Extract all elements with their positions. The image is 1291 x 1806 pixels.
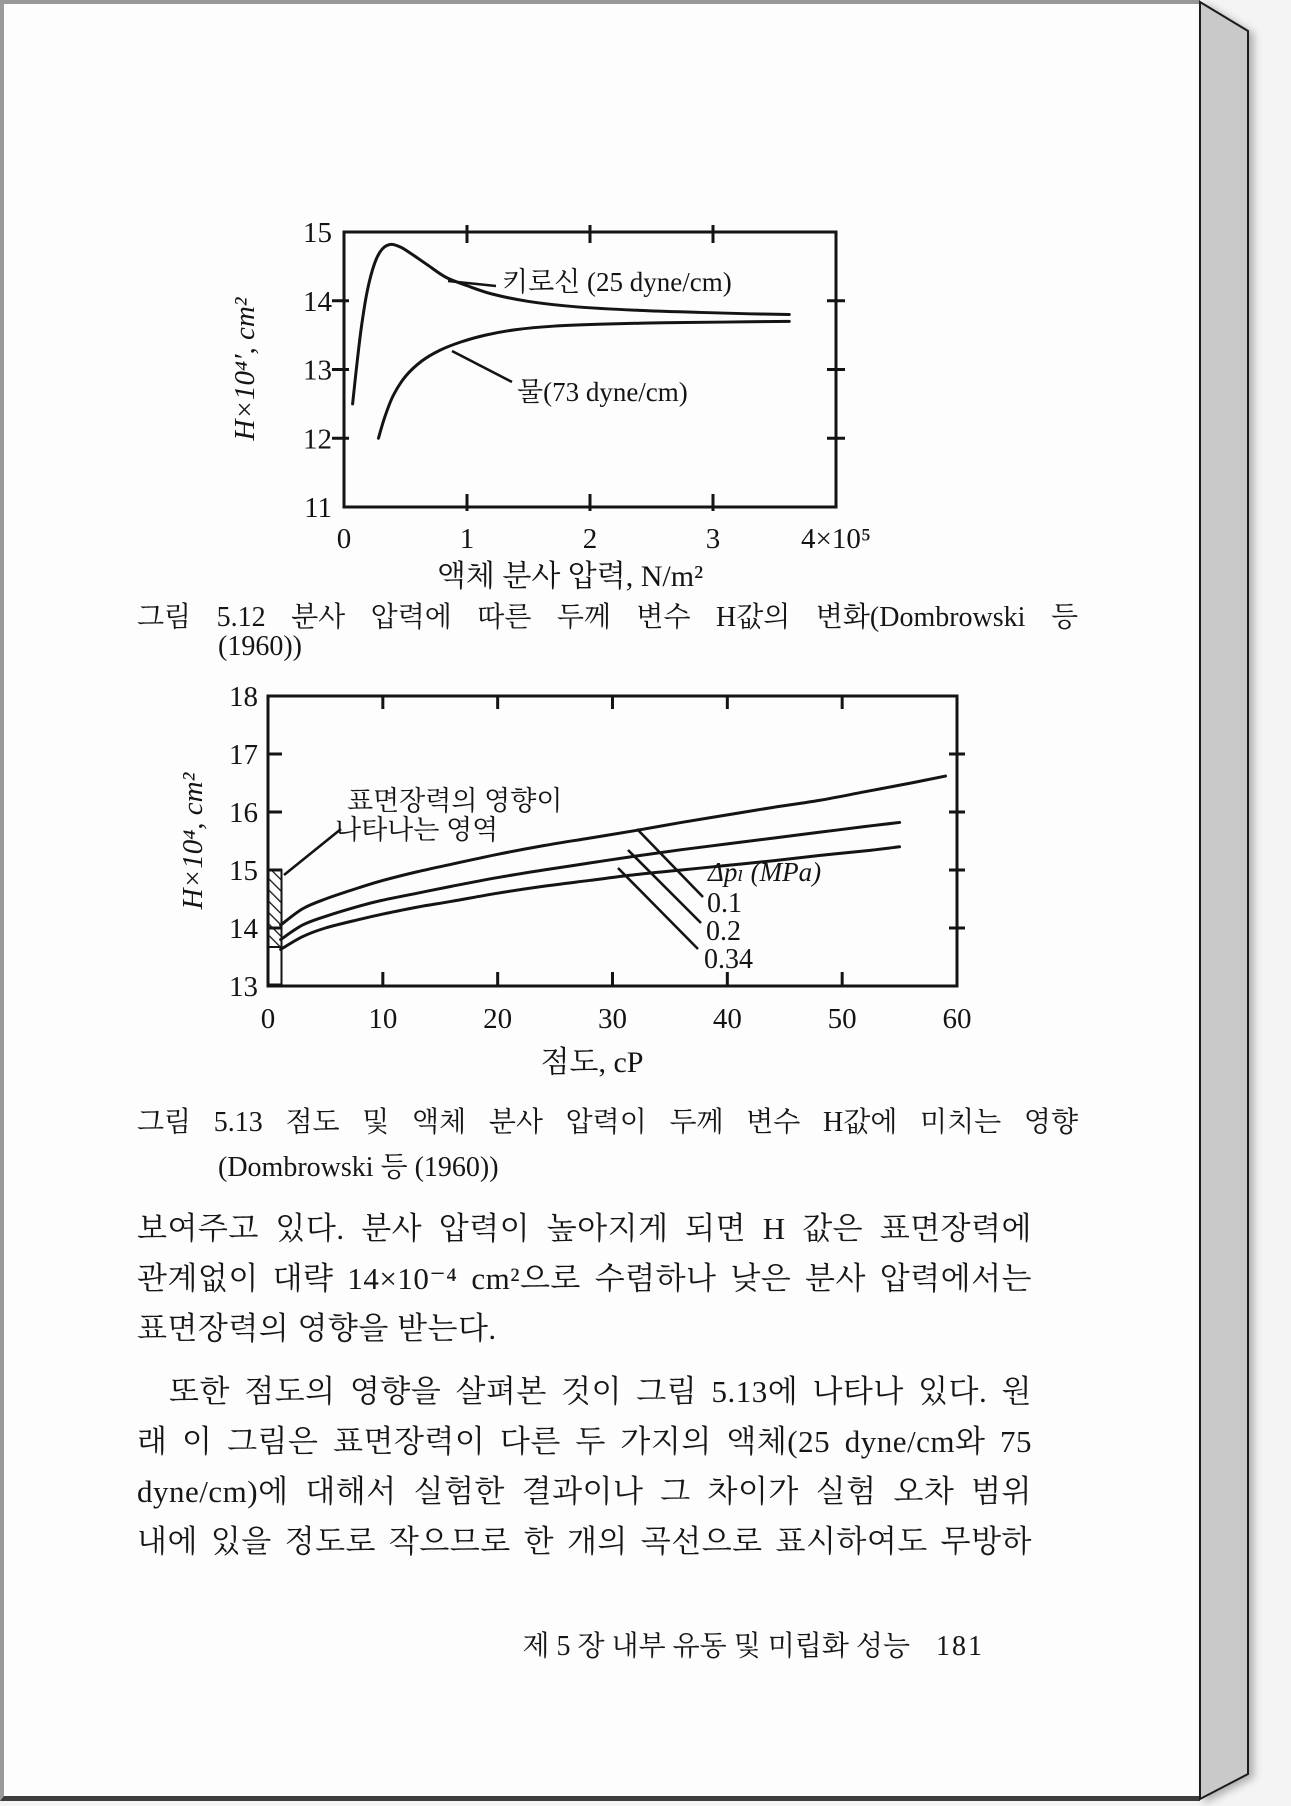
annotation-leader-line	[284, 829, 341, 875]
page-edge-3d	[1200, 2, 1248, 1799]
y-tick-label: 17	[229, 739, 258, 771]
annotation-line1: 표면장력의 영향이	[347, 786, 563, 816]
y-tick-label: 15	[229, 855, 258, 887]
fig12-caption-line2: (1960))	[218, 631, 302, 662]
x-tick-label: 40	[712, 1003, 742, 1035]
legend-label-0.34: 0.34	[704, 944, 753, 975]
x-tick-label: 10	[368, 1003, 398, 1035]
x-tick-label: 30	[598, 1003, 627, 1035]
water-leader-line	[452, 351, 512, 382]
x-tick-label: 4×10⁵	[801, 523, 871, 555]
y-tick-label: 18	[229, 681, 258, 713]
x-axis-title: 액체 분사 압력, N/m²	[436, 560, 704, 593]
surface-tension-region-bar-lower-box	[269, 947, 282, 985]
body-p2-line3: dyne/cm)에 대해서 실험한 결과이나 그 차이가 실험 오차 범위	[137, 1474, 1032, 1509]
y-tick-label: 14	[229, 913, 258, 945]
figure-5-12-chart	[229, 217, 871, 593]
page-stack-edge	[1200, 2, 1248, 1799]
body-p2-line2: 래 이 그림은 표면장력이 다른 두 가지의 액체(25 dyne/cm와 75	[137, 1424, 1032, 1459]
y-tick-label: 13	[229, 971, 258, 1003]
x-tick-label: 50	[827, 1003, 857, 1035]
x-axis-title: 점도, cP	[540, 1046, 644, 1079]
legend-title: Δpₗ (MPa)	[708, 857, 822, 887]
x-tick-label: 0	[260, 1003, 276, 1035]
x-tick-label: 3	[705, 523, 721, 555]
body-p1-line2: 관계없이 대략 14×10⁻⁴ cm²으로 수렴하나 낮은 분사 압력에서는	[137, 1261, 1032, 1296]
x-tick-label: 1	[459, 523, 475, 555]
x-tick-label: 60	[942, 1003, 972, 1035]
annotation-line2: 나타나는 영역	[335, 815, 499, 845]
legend-label-0.1: 0.1	[707, 888, 742, 919]
water-series-label: 물(73 dyne/cm)	[517, 377, 688, 407]
legend-leader-0.2	[628, 850, 701, 923]
x-tick-label: 0	[336, 523, 352, 555]
y-tick-label: 15	[303, 217, 332, 249]
surface-tension-region-bar	[269, 870, 282, 947]
y-axis-title: H×10⁴, cm²	[177, 772, 209, 910]
body-p1-line1: 보여주고 있다. 분사 압력이 높아지게 되면 H 값은 표면장력에	[137, 1211, 1032, 1246]
figure-5-13-chart	[177, 681, 972, 1079]
x-tick-label: 2	[582, 523, 598, 555]
footer-chapter-title: 제 5 장 내부 유동 및 미립화 성능	[522, 1631, 910, 1662]
x-tick-label: 20	[483, 1003, 513, 1035]
y-tick-label: 12	[303, 423, 332, 456]
kerosene-series-label: 키로신 (25 dyne/cm)	[502, 267, 732, 297]
kerosene-leader-line	[448, 281, 496, 286]
legend-label-0.2: 0.2	[706, 916, 741, 947]
y-tick-label: 16	[229, 797, 258, 829]
fig13-caption-line2: (Dombrowski 등 (1960))	[218, 1152, 499, 1183]
body-p2-line4: 내에 있을 정도로 작으므로 한 개의 곡선으로 표시하여도 무방하	[137, 1524, 1032, 1559]
running-footer	[137, 1592, 984, 1696]
fig13-caption-line1: 그림 5.13 점도 및 액체 분사 압력이 두께 변수 H값에 미치는 영향	[137, 1107, 1078, 1138]
body-p2-line1: 또한 점도의 영향을 살펴본 것이 그림 5.13에 나타나 있다. 원	[169, 1374, 1032, 1409]
footer-page-number: 181	[936, 1631, 984, 1662]
body-p1-line3: 표면장력의 영향을 받는다.	[137, 1311, 497, 1346]
y-tick-label: 14	[303, 285, 332, 318]
y-tick-label: 11	[304, 492, 332, 524]
fig12-caption-line1: 그림 5.12 분사 압력에 따른 두께 변수 H값의 변화(Dombrowski 등	[137, 602, 1078, 633]
legend-leader-0.1	[637, 829, 703, 897]
y-tick-label: 13	[303, 354, 332, 387]
y-axis-title: H×10⁴′, cm²	[229, 297, 261, 441]
